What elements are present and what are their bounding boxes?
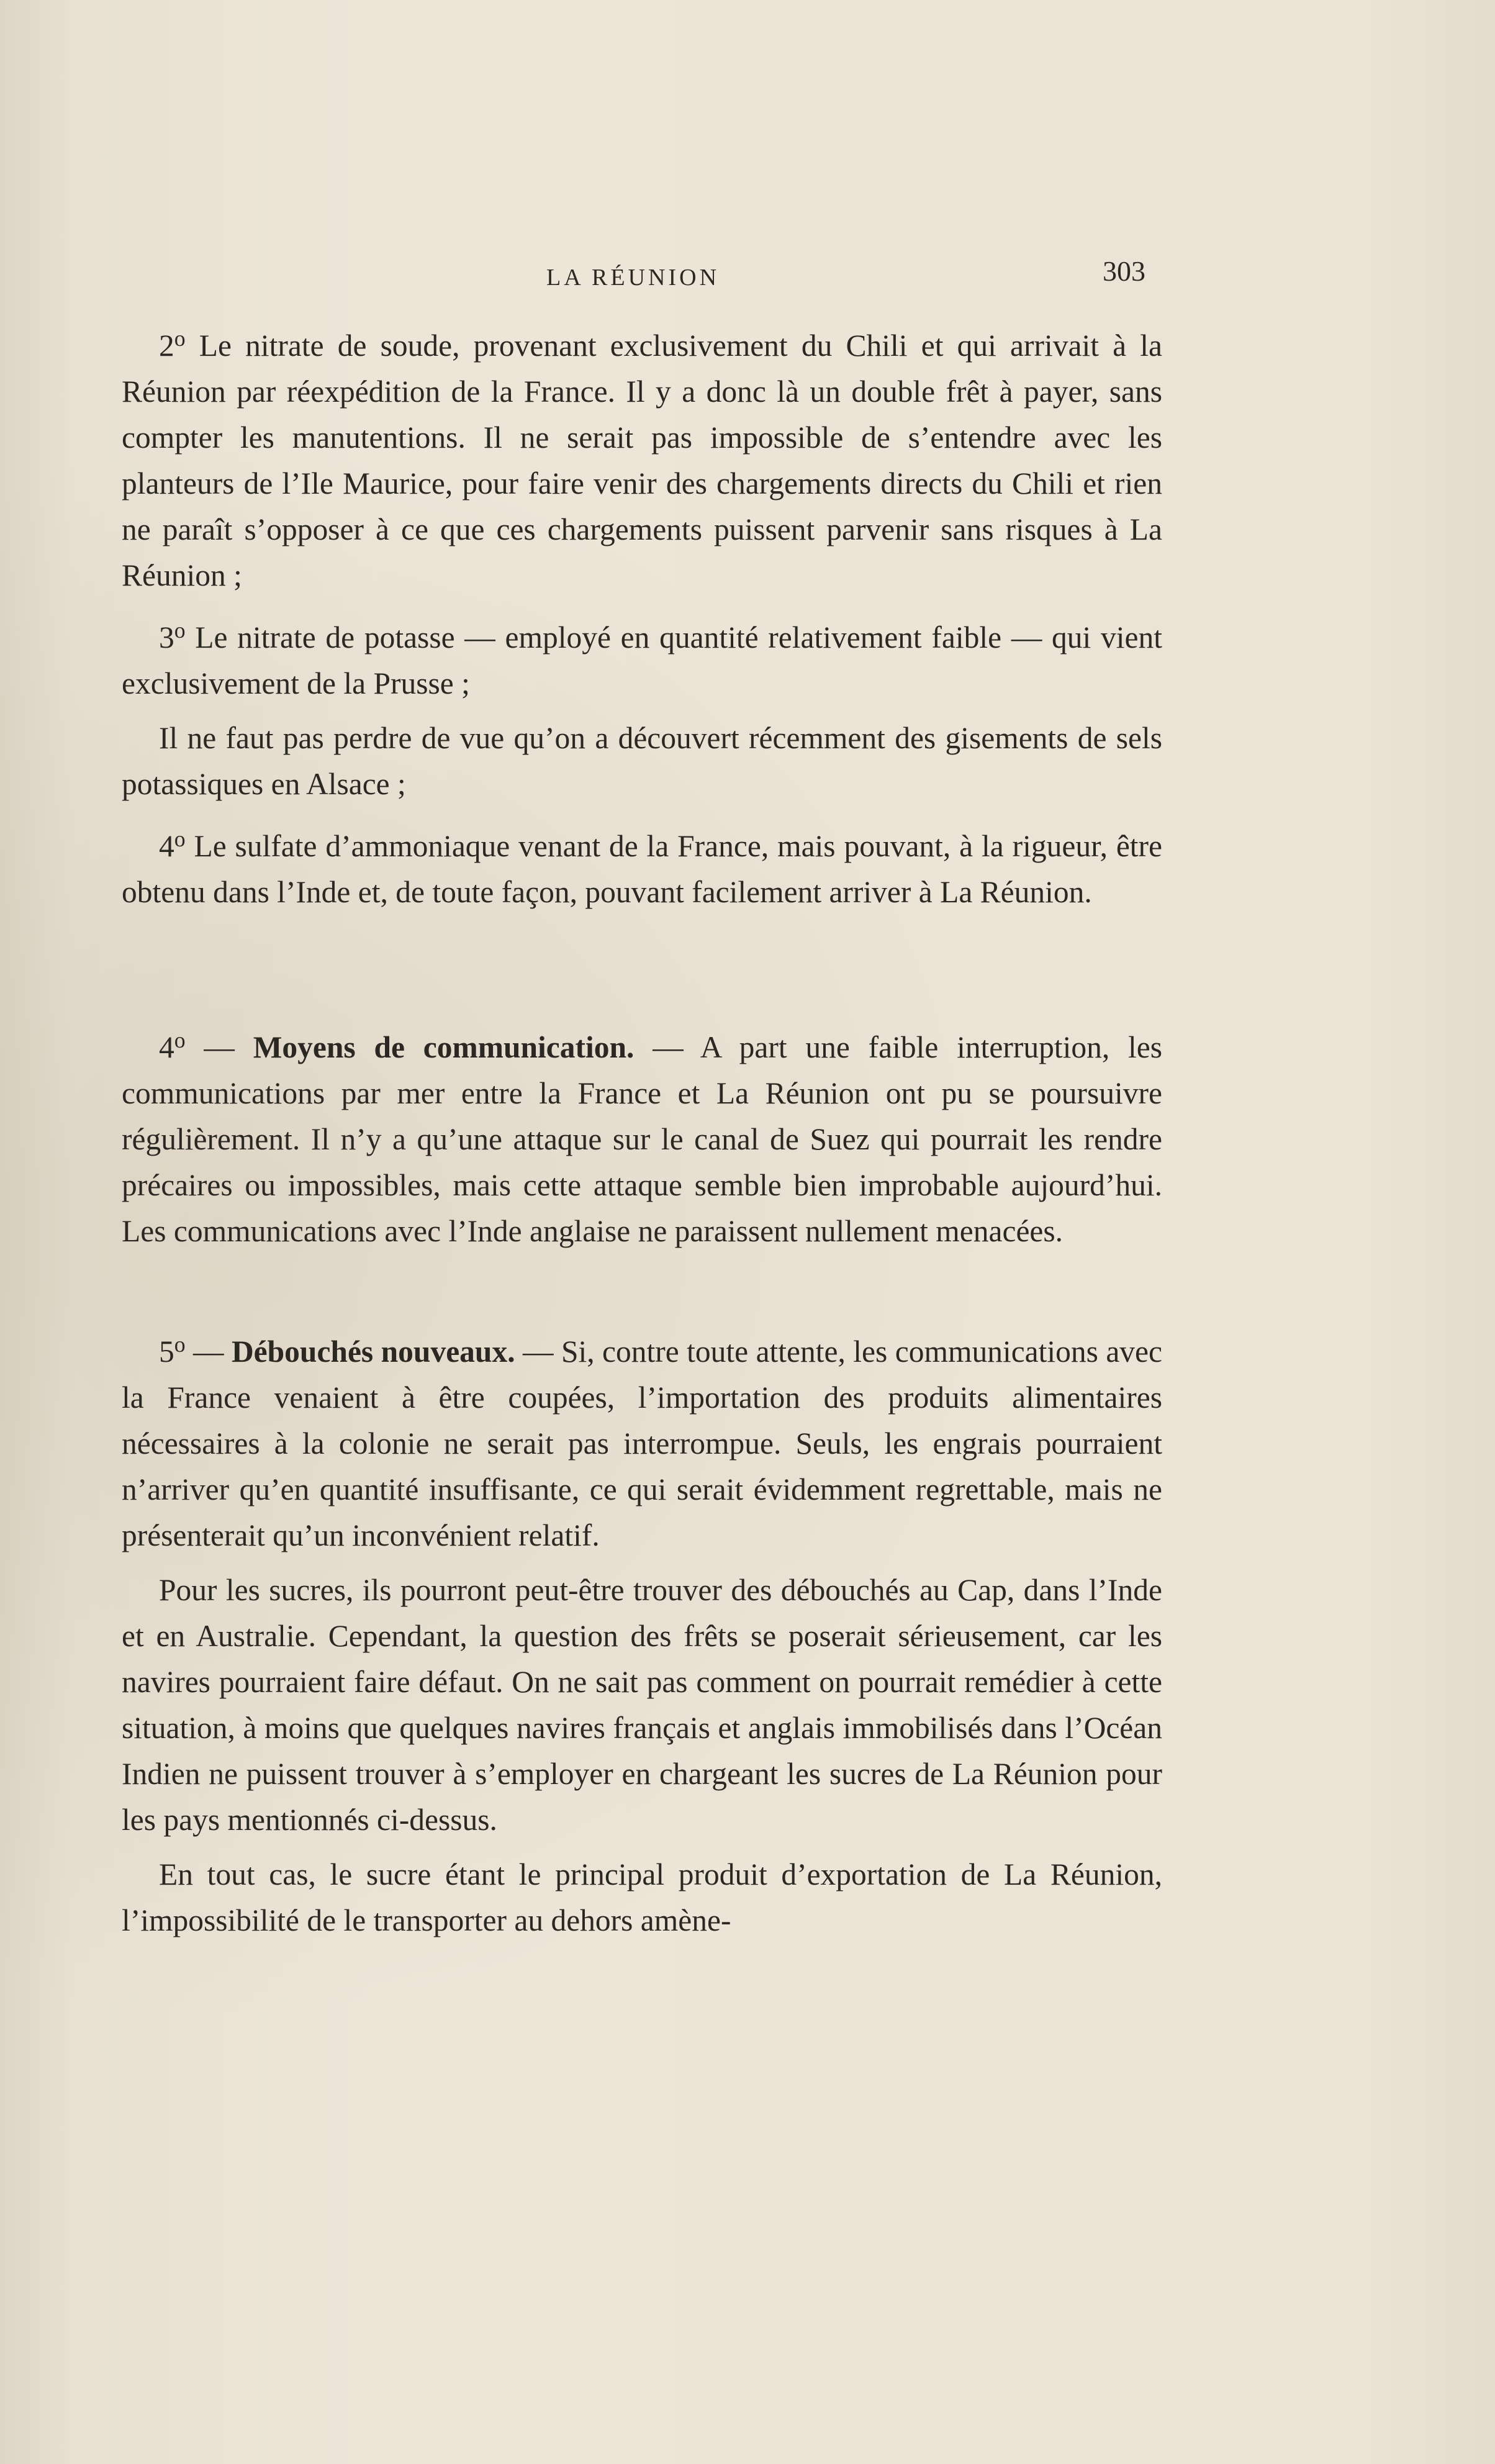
section-text: A part une faible interruption, les communications par mer entre la France et La Réunion ont pu se poursuivre régulièrement. Il n’y a qu’une attaque sur le canal de Suez qui pourrait les rendre précaires ou impossibles, mais cette attaque semble bien improbable aujourd’hui. Les communications avec l’Inde anglaise ne paraissent nullement menacées. [122,1030,1163,1249]
section-heading: Débouchés nouveaux. [231,1334,515,1369]
ordinal-mark: o [174,827,186,852]
section-prefix-dash: — [193,1334,224,1369]
section-prefix-dash: — [204,1030,235,1065]
item-text: Le nitrate de soude, provenant exclusivement du Chili et qui arrivait à la Réunion par réexpédition de la France. Il y a donc là un double frêt à payer, sans compter les manutentions. Il ne serait pas impossible de s’entendre avec les planteurs de l’Ile Maurice, pour faire venir des chargements directs du Chili et rien ne paraît s’opposer à ce que ces chargements puissent parvenir sans risques à La Réunion ; [122,328,1163,593]
section-outlets [122,1321,1162,1952]
list-item [122,715,1162,807]
section-dash: — [523,1334,554,1369]
section-paragraph [122,1321,1162,1559]
ordinal-mark: o [174,1332,186,1357]
item-text: Le sulfate d’ammoniaque venant de la France, mais pouvant, à la rigueur, être obtenu dans l’Inde et, de toute façon, pouvant facilement arriver à La Réunion. [122,829,1163,910]
item-number: 4 [159,829,174,864]
section-text: Si, contre toute attente, les communications avec la France venaient à être coupées, l’importation des produits alimentaires nécessaires à la colonie ne serait pas interrompue. Seuls, les engrais pourraient n’arriver qu’en quantité insuffisante, ce qui serait évidemment regrettable, mais ne présenterait qu’un inconvénient relatif. [122,1334,1163,1553]
running-head: LA RÉUNION [546,265,720,291]
page-number: 303 [1103,255,1145,287]
body-paragraph: En tout cas, le sucre étant le principal produit d’exportation de La Réunion, l’impossibilité de le transporter au dehors amène- [122,1857,1162,1938]
item-text: Le nitrate de potasse — employé en quantité relativement faible — qui vient exclusivement de la Prusse ; [122,620,1163,701]
section-paragraph [122,1017,1162,1254]
item-number: 2 [159,328,174,363]
section-dash: — [653,1030,684,1065]
fertilizer-list [122,315,1162,924]
section-heading: Moyens de communication. [253,1030,635,1065]
body-paragraph: Pour les sucres, ils pourront peut-être trouver des débouchés au Cap, dans l’Inde et en Australie. Cependant, la question des frêts se poserait sérieusement, car les navires pourraient faire défaut. On ne sait pas comment on pourrait remédier à cette situation, à moins que quelques navires français et anglais immobilisés dans l’Océan Indien ne puissent trouver à s’employer en chargeant les sucres de La Réunion pour les pays mentionnés ci-dessus. [122,1573,1162,1837]
ordinal-mark: o [174,326,186,351]
list-item [122,816,1162,915]
section-communication [122,1017,1162,1263]
list-item [122,607,1162,707]
section-number: 4 [159,1030,174,1065]
item-text: Il ne faut pas perdre de vue qu’on a découvert récemment des gisements de sels potassiques en Alsace ; [122,721,1162,802]
ordinal-mark: o [174,1028,186,1053]
list-item [122,315,1162,599]
ordinal-mark: o [174,618,186,643]
item-number: 3 [159,620,174,655]
section-number: 5 [159,1334,174,1369]
